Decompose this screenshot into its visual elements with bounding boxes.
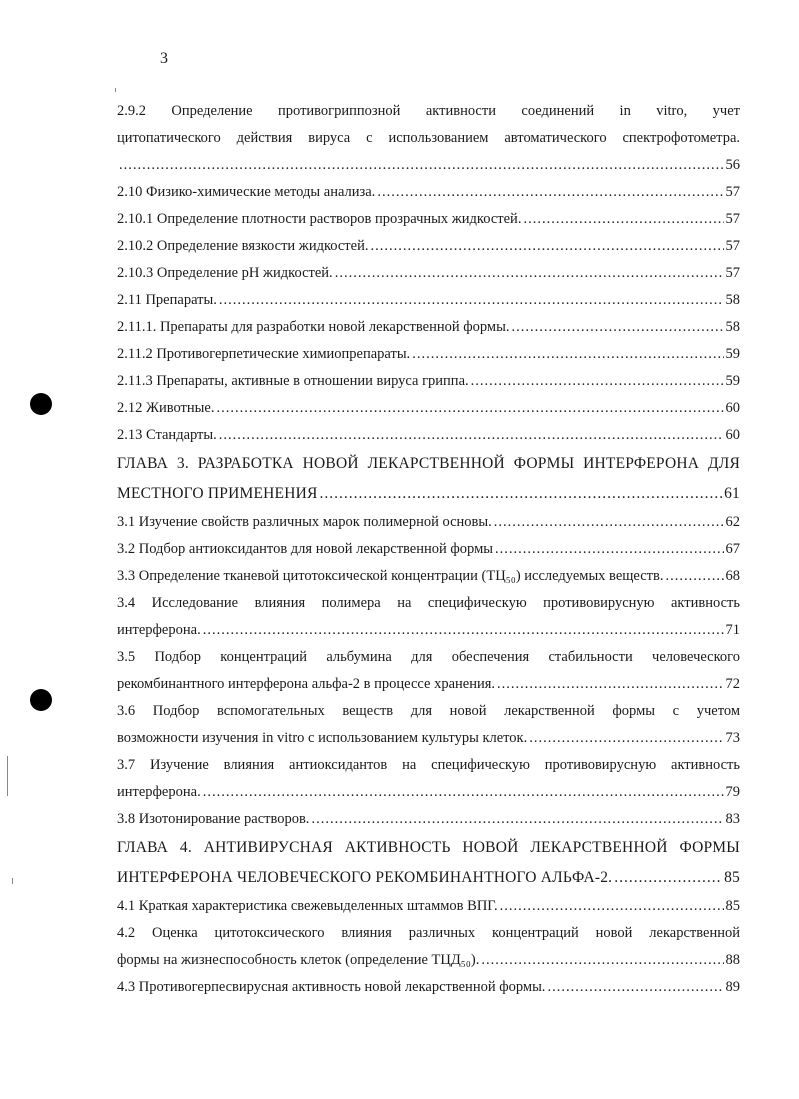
toc-entry[interactable] [117, 536, 740, 563]
toc-entry-title: 2.10.2 Определение вязкости жидкостей. [117, 238, 369, 254]
punch-hole-top [30, 393, 52, 415]
dot-leader [216, 395, 723, 422]
dot-leader [335, 260, 724, 287]
toc-entry[interactable] [117, 422, 740, 449]
toc-page-number: 79 [725, 784, 740, 800]
toc-entry-title: 2.11 Препараты. [117, 292, 217, 308]
toc-entry-line: цитопатического действия вируса с использованием автоматического спектрофотометра. [117, 130, 740, 146]
toc-entry[interactable] [117, 233, 740, 260]
toc-entry[interactable] [117, 260, 740, 287]
toc-entry-title: 2.10.3 Определение pH жидкостей. [117, 265, 333, 281]
toc-entry-title: формы на жизнеспособность клеток (определение ТЦД₅₀). [117, 952, 480, 968]
toc-page-number: 89 [725, 979, 740, 995]
dot-leader [529, 725, 723, 752]
toc-entry[interactable] [117, 341, 740, 368]
toc-entry[interactable] [117, 509, 740, 536]
dot-leader [370, 233, 723, 260]
scan-mark [7, 756, 8, 796]
dot-leader [412, 341, 723, 368]
toc-chapter-entry[interactable] [117, 449, 740, 509]
toc-entry[interactable] [117, 920, 740, 974]
dot-leader [500, 893, 724, 920]
toc-entry-line: ГЛАВА 3. РАЗРАБОТКА НОВОЙ ЛЕКАРСТВЕННОЙ ФОРМЫ ИНТЕРФЕРОНА ДЛЯ [117, 455, 740, 472]
toc-page-number: 57 [725, 184, 740, 200]
page-number: 3 [160, 50, 168, 67]
toc-page-number: 56 [725, 157, 740, 173]
toc-entry[interactable] [117, 752, 740, 806]
toc-entry-title: 2.11.1. Препараты для разработки новой лекарственной формы. [117, 319, 510, 335]
toc-entry[interactable] [117, 98, 740, 179]
toc-page-number: 57 [725, 238, 740, 254]
dot-leader [665, 563, 723, 590]
toc-page-number: 57 [725, 265, 740, 281]
toc-entry-line: 3.4 Исследование влияния полимера на специфическую противовирусную активность [117, 595, 740, 611]
toc-entry-line: 3.5 Подбор концентраций альбумина для обеспечения стабильности человеческого [117, 649, 740, 665]
toc-page-number: 72 [725, 676, 740, 692]
dot-leader [203, 779, 724, 806]
toc-entry-title: рекомбинантного интерферона альфа-2 в процессе хранения. [117, 676, 496, 692]
dot-leader [219, 287, 724, 314]
toc-page-number: 59 [725, 373, 740, 389]
toc-chapter-entry[interactable] [117, 833, 740, 893]
toc-page-number: 71 [725, 622, 740, 638]
toc-entry-title: 2.11.2 Противогерпетические химиопрепараты. [117, 346, 411, 362]
toc-entry[interactable] [117, 368, 740, 395]
toc-page-number: 88 [725, 952, 740, 968]
toc-entry-title: 3.3 Определение тканевой цитотоксической концентрации (ТЦ₅₀) исследуемых веществ. [117, 568, 664, 584]
toc-entry-title: возможности изучения in vitro с использованием культуры клеток. [117, 730, 528, 746]
scan-mark [12, 878, 13, 884]
toc-entry-title: 4.3 Противогерпесвирусная активность новой лекарственной формы. [117, 979, 546, 995]
toc-entry[interactable] [117, 287, 740, 314]
toc-page-number: 57 [725, 211, 740, 227]
toc-entry[interactable] [117, 806, 740, 833]
toc-page-number: 61 [724, 485, 740, 502]
toc-entry[interactable] [117, 206, 740, 233]
toc-entry[interactable] [117, 563, 740, 590]
toc-entry-title: 2.10.1 Определение плотности растворов прозрачных жидкостей. [117, 211, 522, 227]
toc-entry-title: 3.2 Подбор антиоксидантов для новой лекарственной формы [117, 541, 493, 557]
dot-leader [511, 314, 723, 341]
dot-leader [203, 617, 724, 644]
dot-leader [495, 536, 724, 563]
dot-leader [320, 479, 723, 509]
dot-leader [311, 806, 723, 833]
dot-leader [471, 368, 724, 395]
toc-entry[interactable] [117, 395, 740, 422]
toc-entry-title: 4.1 Краткая характеристика свежевыделенных штаммов ВПГ. [117, 898, 498, 914]
dot-leader [614, 863, 722, 893]
toc-page-number: 62 [725, 514, 740, 530]
dot-leader [219, 422, 724, 449]
toc-entry-title: ИНТЕРФЕРОНА ЧЕЛОВЕЧЕСКОГО РЕКОМБИНАНТНОГО АЛЬФА-2. [117, 869, 613, 886]
toc-entry-title: 2.10 Физико-химические методы анализа. [117, 184, 376, 200]
dot-leader [547, 974, 723, 1001]
toc-entry[interactable] [117, 179, 740, 206]
toc-page-number: 59 [725, 346, 740, 362]
toc-page-number: 85 [724, 869, 740, 886]
toc-page-number: 58 [725, 292, 740, 308]
table-of-contents [117, 98, 740, 1001]
dot-leader [377, 179, 723, 206]
dot-leader [481, 947, 723, 974]
toc-page-number: 85 [725, 898, 740, 914]
toc-entry[interactable] [117, 974, 740, 1001]
toc-entry-title: 2.12 Животные. [117, 400, 215, 416]
dot-leader [497, 671, 723, 698]
toc-entry-line: 3.6 Подбор вспомогательных веществ для новой лекарственной формы с учетом [117, 703, 740, 719]
dot-leader [523, 206, 723, 233]
dot-leader [494, 509, 724, 536]
toc-entry[interactable] [117, 893, 740, 920]
toc-entry[interactable] [117, 590, 740, 644]
toc-entry[interactable] [117, 644, 740, 698]
toc-page-number: 60 [725, 427, 740, 443]
toc-entry-line: 2.9.2 Определение противогриппозной активности соединений in vitro, учет [117, 103, 740, 119]
toc-entry-title: МЕСТНОГО ПРИМЕНЕНИЯ [117, 485, 318, 502]
toc-entry-title: 2.13 Стандарты. [117, 427, 217, 443]
toc-entry-title: интерферона. [117, 784, 201, 800]
punch-hole-bottom [30, 689, 52, 711]
toc-entry-title: интерферона. [117, 622, 201, 638]
dot-leader [119, 152, 724, 179]
toc-page-number: 60 [725, 400, 740, 416]
toc-entry[interactable] [117, 314, 740, 341]
toc-page-number: 83 [725, 811, 740, 827]
toc-page-number: 73 [725, 730, 740, 746]
scan-mark [115, 88, 116, 92]
toc-page-number: 68 [725, 568, 740, 584]
toc-entry-line: 3.7 Изучение влияния антиоксидантов на специфическую противовирусную активность [117, 757, 740, 773]
toc-entry-line: ГЛАВА 4. АНТИВИРУСНАЯ АКТИВНОСТЬ НОВОЙ ЛЕКАРСТВЕННОЙ ФОРМЫ [117, 839, 740, 856]
toc-entry[interactable] [117, 698, 740, 752]
toc-page-number: 58 [725, 319, 740, 335]
toc-entry-title: 3.8 Изотонирование растворов. [117, 811, 310, 827]
toc-entry-title: 3.1 Изучение свойств различных марок полимерной основы. [117, 514, 492, 530]
toc-entry-line: 4.2 Оценка цитотоксического влияния различных концентраций новой лекарственной [117, 925, 740, 941]
toc-entry-title: 2.11.3 Препараты, активные в отношении вируса гриппа. [117, 373, 469, 389]
toc-page-number: 67 [725, 541, 740, 557]
